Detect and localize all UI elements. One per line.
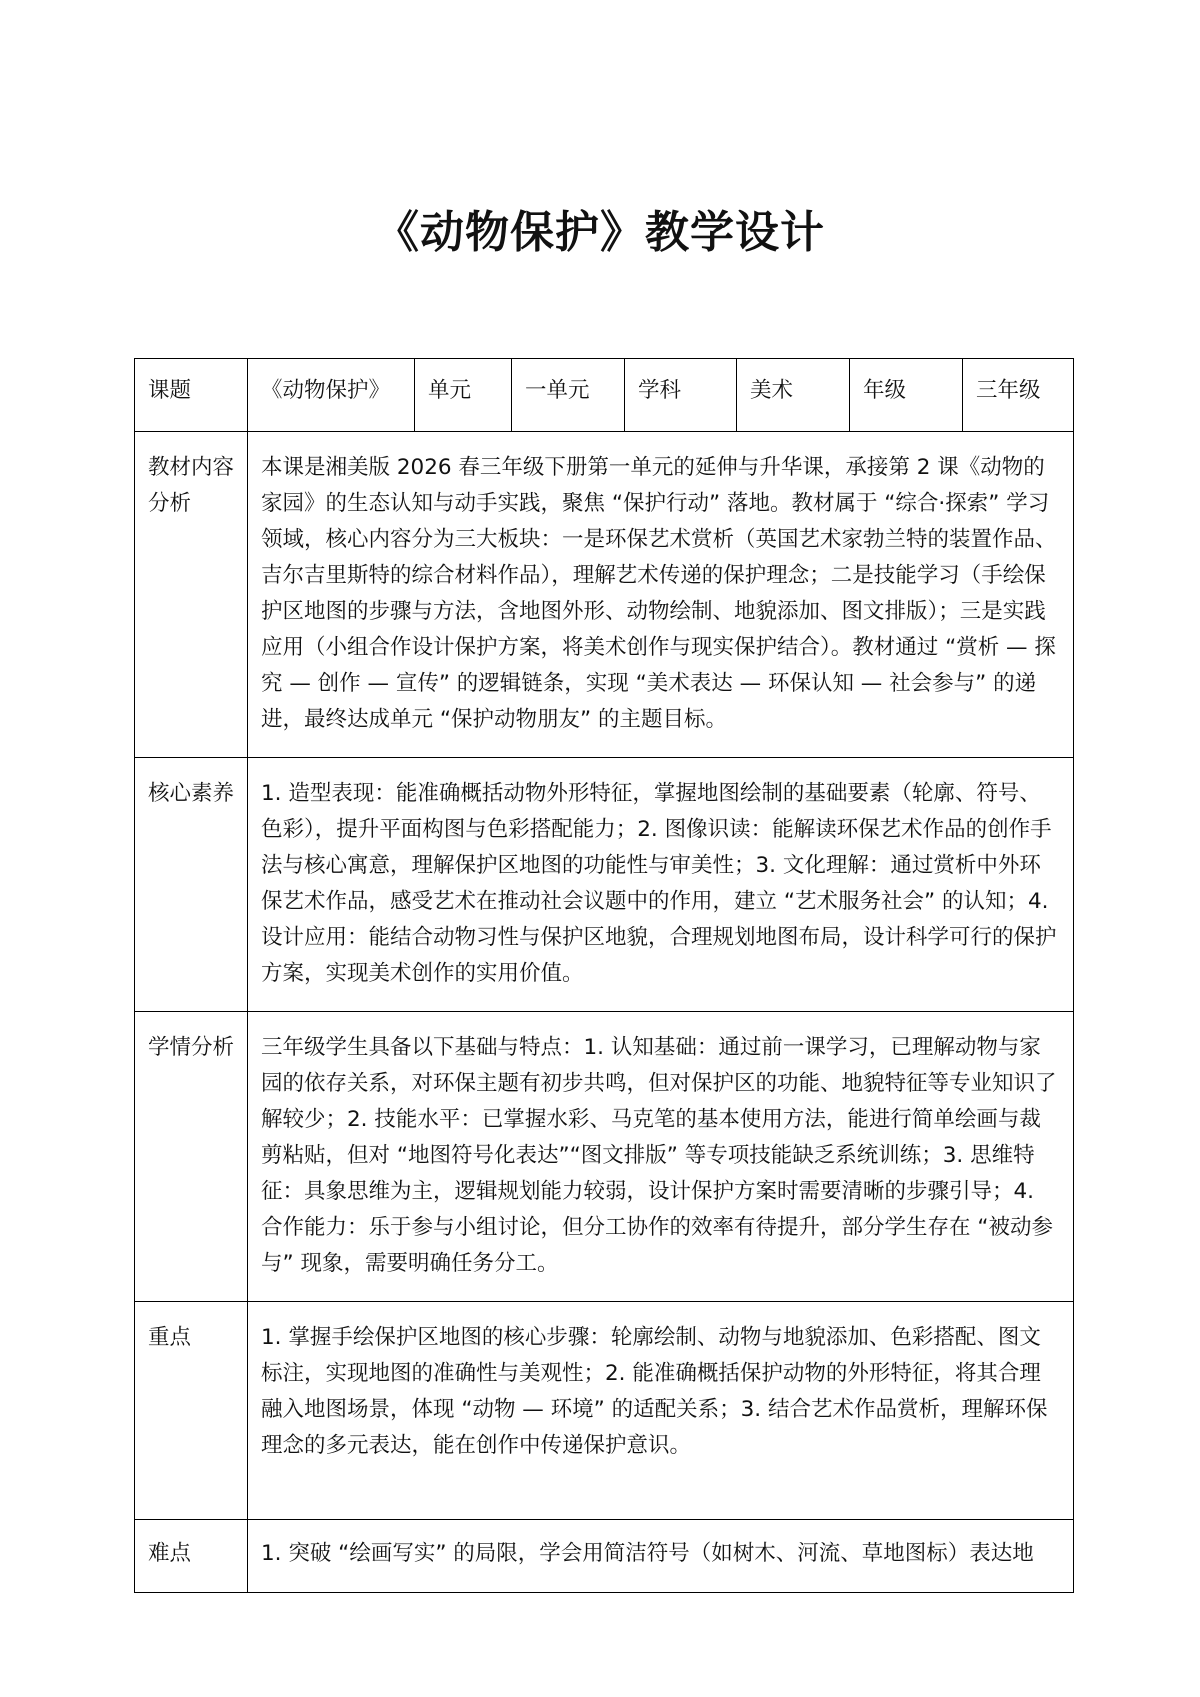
- topic-value: 《动物保护》: [248, 359, 415, 432]
- subject-value: 美术: [737, 359, 850, 432]
- row-label-student-analysis: 学情分析: [135, 1012, 248, 1302]
- unit-value: 一单元: [512, 359, 625, 432]
- table-row: [135, 1302, 1074, 1520]
- page-title: 《动物保护》教学设计: [375, 207, 825, 258]
- table-row: [135, 432, 1074, 758]
- row-content-key-points: 1. 掌握手绘保护区地图的核心步骤：轮廓绘制、动物与地貌添加、色彩搭配、图文标注，实现地图的准确性与美观性；2. 能准确概括保护动物的外形特征，将其合理融入地图场景，体现 “动物 — 环境” 的适配关系；3. 结合艺术作品赏析，理解环保理念的多元表达，能在创作中传递保护意识。: [248, 1302, 1074, 1520]
- header-row: [135, 359, 1074, 432]
- row-label-difficulties: 难点: [135, 1520, 248, 1593]
- row-content-material-analysis: 本课是湘美版 2026 春三年级下册第一单元的延伸与升华课，承接第 2 课《动物的家园》的生态认知与动手实践，聚焦 “保护行动” 落地。教材属于 “综合·探索” 学习领域，核心内容分为三大板块：一是环保艺术赏析（英国艺术家勃兰特的装置作品、吉尔吉里斯特的综合材料作品），理解艺术传递的保护理念；二是技能学习（手绘保护区地图的步骤与方法，含地图外形、动物绘制、地貌添加、图文排版）；三是实践应用（小组合作设计保护方案，将美术创作与现实保护结合）。教材通过 “赏析 — 探究 — 创作 — 宣传” 的逻辑链条，实现 “美术表达 — 环保认知 — 社会参与” 的递进，最终达成单元 “保护动物朋友” 的主题目标。: [248, 432, 1074, 758]
- grade-label: 年级: [850, 359, 963, 432]
- row-content-core-literacy: 1. 造型表现：能准确概括动物外形特征，掌握地图绘制的基础要素（轮廓、符号、色彩），提升平面构图与色彩搭配能力；2. 图像识读：能解读环保艺术作品的创作手法与核心寓意，理解保护区地图的功能性与审美性；3. 文化理解：通过赏析中外环保艺术作品，感受艺术在推动社会议题中的作用，建立 “艺术服务社会” 的认知；4. 设计应用：能结合动物习性与保护区地貌，合理规划地图布局，设计科学可行的保护方案，实现美术创作的实用价值。: [248, 758, 1074, 1012]
- table-row: [135, 758, 1074, 1012]
- table-row: [135, 1012, 1074, 1302]
- row-content-student-analysis: 三年级学生具备以下基础与特点：1. 认知基础：通过前一课学习，已理解动物与家园的依存关系，对环保主题有初步共鸣，但对保护区的功能、地貌特征等专业知识了解较少；2. 技能水平：已掌握水彩、马克笔的基本使用方法，能进行简单绘画与裁剪粘贴，但对 “地图符号化表达”“图文排版” 等专项技能缺乏系统训练；3. 思维特征：具象思维为主，逻辑规划能力较弱，设计保护方案时需要清晰的步骤引导；4. 合作能力：乐于参与小组讨论，但分工协作的效率有待提升，部分学生存在 “被动参与” 现象，需要明确任务分工。: [248, 1012, 1074, 1302]
- topic-label: 课题: [135, 359, 248, 432]
- lesson-plan-table: [134, 358, 1074, 1593]
- subject-label: 学科: [625, 359, 737, 432]
- row-label-core-literacy: 核心素养: [135, 758, 248, 1012]
- unit-label: 单元: [415, 359, 512, 432]
- grade-value: 三年级: [963, 359, 1074, 432]
- table-row: [135, 1520, 1074, 1593]
- row-content-difficulties: 1. 突破 “绘画写实” 的局限，学会用简洁符号（如树木、河流、草地图标）表达地: [248, 1520, 1074, 1593]
- row-label-key-points: 重点: [135, 1302, 248, 1520]
- row-label-material-analysis: 教材内容分析: [135, 432, 248, 758]
